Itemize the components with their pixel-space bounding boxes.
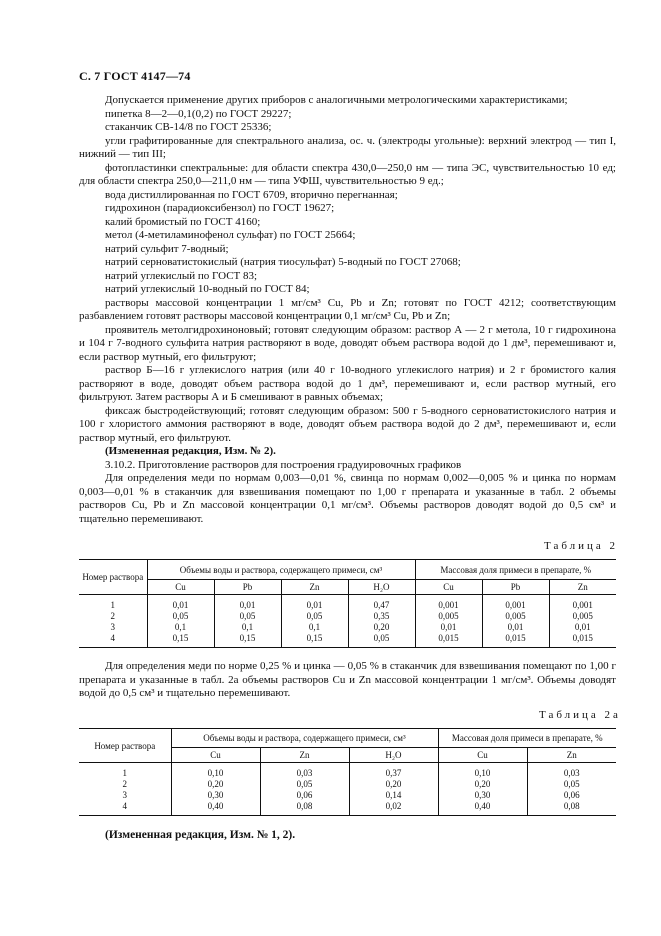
paragraph: натрий углекислый 10-водный по ГОСТ 84; bbox=[105, 283, 310, 295]
table-cell: 3 bbox=[122, 790, 127, 800]
table-cell: 0,30 bbox=[171, 790, 260, 801]
paragraph: проявитель метолгидрохиноновый; готовят следующим образом: раствор А — 2 г метола, 10 г гидрохинона и 104 г 7-водного сульфита натрия растворяют в воде, доводят объем раствора водой до 1 дм³, перемешивают и, если раствор мутный, его фильтруют; bbox=[79, 323, 616, 363]
col-group-mass-fraction: Массовая доля примеси в препарате, % bbox=[438, 729, 616, 748]
paragraph: пипетка 8—2—0,1(0,2) по ГОСТ 29227; bbox=[105, 107, 292, 120]
table-row bbox=[79, 763, 616, 780]
table-cell: 4 bbox=[79, 801, 171, 816]
paragraph: вода дистиллированная по ГОСТ 6709, вторично перегнанная; bbox=[105, 188, 398, 201]
col-header: Zn bbox=[527, 748, 616, 763]
table-cell: 0,005 bbox=[482, 611, 549, 622]
table-cell: 0,1 bbox=[281, 622, 348, 633]
table-cell: 0,001 bbox=[415, 595, 482, 612]
table-cell: 1 bbox=[110, 600, 115, 610]
col-header-number: Номер раствора bbox=[79, 560, 147, 595]
table-row bbox=[79, 801, 616, 816]
table-cell: 0,1 bbox=[214, 622, 281, 633]
table-cell: 2 bbox=[110, 611, 115, 621]
col-header: Zn bbox=[260, 748, 349, 763]
paragraph: Для определения меди по норме 0,25 % и цинка — 0,05 % в стаканчик для взвешивания помещают по 1,00 г препарата и указанные в табл. 2а объемы растворов Cu и Zn массовой концентрации 1 мг/см³. Объемы доводят водой до 0,5 см³ и тщательно перемешивают. bbox=[79, 660, 616, 699]
table-row bbox=[79, 611, 616, 622]
table-cell: 0,40 bbox=[171, 801, 260, 816]
table-row bbox=[79, 622, 616, 633]
table-cell: 0,02 bbox=[349, 801, 438, 816]
table-cell: 0,20 bbox=[171, 779, 260, 790]
table-cell: 0,08 bbox=[260, 801, 349, 816]
table-cell: 0,37 bbox=[349, 763, 438, 780]
table-cell: 0,05 bbox=[147, 611, 214, 622]
table-cell: 0,06 bbox=[527, 790, 616, 801]
section-heading: 3.10.2. Приготовление растворов для построения градуировочных графиков bbox=[105, 458, 462, 471]
table-caption: Таблица 2а bbox=[539, 709, 621, 721]
table-cell: 0,15 bbox=[147, 633, 214, 648]
table-row bbox=[79, 790, 616, 801]
table-cell: 0,06 bbox=[260, 790, 349, 801]
table-cell: 0,08 bbox=[527, 801, 616, 816]
table-cell: 0,015 bbox=[549, 633, 616, 648]
table-cell: 0,05 bbox=[214, 611, 281, 622]
paragraph: калий бромистый по ГОСТ 4160; bbox=[105, 215, 261, 228]
amendment-note: (Измененная редакция, Изм. № 2). bbox=[105, 445, 276, 457]
col-header: H₂O bbox=[348, 580, 415, 595]
table-cell: 0,15 bbox=[281, 633, 348, 648]
table-2 bbox=[79, 559, 616, 648]
paragraph: гидрохинон (парадиоксибензол) по ГОСТ 19627; bbox=[105, 202, 335, 214]
table-cell: 0,20 bbox=[348, 622, 415, 633]
table-cell: 0,35 bbox=[348, 611, 415, 622]
col-group-volumes: Объемы воды и раствора, содержащего примеси, см³ bbox=[147, 560, 415, 580]
table-cell: 0,05 bbox=[260, 779, 349, 790]
col-group-mass-fraction: Массовая доля примеси в препарате, % bbox=[415, 560, 616, 580]
table-cell: 0,015 bbox=[415, 633, 482, 648]
table-cell: 0,005 bbox=[549, 611, 616, 622]
col-header: Cu bbox=[438, 748, 527, 763]
paragraph: фотопластинки спектральные: для области спектра 430,0—250,0 нм — типа ЭС, чувствительностью 10 ед; для области спектра 250,0—211,0 нм — типа УФШ, чувствительностью 9 ед.; bbox=[79, 161, 616, 187]
col-header: Cu bbox=[415, 580, 482, 595]
table-cell: 0,40 bbox=[438, 801, 527, 816]
table-cell: 0,01 bbox=[281, 595, 348, 612]
table-2a bbox=[79, 728, 616, 816]
paragraph: метол (4-метиламинофенол сульфат) по ГОСТ 25664; bbox=[105, 229, 356, 241]
table-cell: 0,14 bbox=[349, 790, 438, 801]
table-cell: 3 bbox=[110, 622, 115, 632]
paragraph: стаканчик СВ-14/8 по ГОСТ 25336; bbox=[105, 121, 272, 133]
amendment-note: (Измененная редакция, Изм. № 1, 2). bbox=[105, 829, 296, 841]
table-row bbox=[79, 595, 616, 612]
paragraph: натрий углекислый по ГОСТ 83; bbox=[105, 269, 258, 282]
table-cell: 0,01 bbox=[549, 622, 616, 633]
table-cell: 0,001 bbox=[549, 595, 616, 612]
col-header: Pb bbox=[214, 580, 281, 595]
table-cell: 0,30 bbox=[438, 790, 527, 801]
table-cell: 0,10 bbox=[438, 763, 527, 780]
table-cell: 0,20 bbox=[438, 779, 527, 790]
paragraph: раствор Б—16 г углекислого натрия (или 40 г 10-водного углекислого натрия) и 2 г бромистого калия растворяют в воде, доводят объем раствора водой до 1 дм³, перемешивают и, если раствор мутный, его фильтруют. Затем растворы А и Б смешивают в равных объемах; bbox=[79, 364, 616, 403]
table-cell: 0,15 bbox=[214, 633, 281, 648]
table-cell: 0,10 bbox=[171, 763, 260, 780]
table-cell: 0,47 bbox=[348, 595, 415, 612]
table-cell: 0,05 bbox=[348, 633, 415, 648]
table-cell: 0,015 bbox=[482, 633, 549, 648]
col-header-number: Номер раствора bbox=[79, 729, 171, 763]
paragraph: натрий сульфит 7-водный; bbox=[105, 242, 229, 255]
col-header: Zn bbox=[281, 580, 348, 595]
table-cell: 2 bbox=[122, 779, 127, 789]
table-cell: 0,005 bbox=[415, 611, 482, 622]
table-cell: 0,01 bbox=[147, 595, 214, 612]
table-row bbox=[79, 779, 616, 790]
col-header: Cu bbox=[147, 580, 214, 595]
col-header: H₂O bbox=[349, 748, 438, 763]
table-cell: 4 bbox=[79, 633, 147, 648]
col-group-volumes: Объемы воды и раствора, содержащего примеси, см³ bbox=[171, 729, 438, 748]
table-cell: 0,001 bbox=[482, 595, 549, 612]
table-cell: 0,1 bbox=[147, 622, 214, 633]
table-cell: 0,03 bbox=[527, 763, 616, 780]
paragraph: растворы массовой концентрации 1 мг/см³ Cu, Pb и Zn; готовят по ГОСТ 4212; соответствующим разбавлением готовят растворы массовой концентрации 0,1 мг/см³ Cu, Pb и Zn; bbox=[79, 296, 616, 322]
paragraph: угли графитированные для спектрального анализа, ос. ч. (электроды угольные): верхний электрод — тип I, нижний — тип III; bbox=[79, 134, 616, 160]
paragraph: фиксаж быстродействующий; готовят следующим образом: 500 г 5-водного серноватистокислого натрия и 100 г хлористого аммония растворяют в воде, доводят объем раствора водой до 2 дм³, перемешивают и, если раствор мутный, его фильтруют. bbox=[79, 404, 616, 444]
table-cell: 0,03 bbox=[260, 763, 349, 780]
paragraph: натрий серноватистокислый (натрия тиосульфат) 5-водный по ГОСТ 27068; bbox=[105, 256, 461, 268]
table-cell: 0,01 bbox=[214, 595, 281, 612]
table-cell: 0,05 bbox=[281, 611, 348, 622]
table-row bbox=[79, 633, 616, 648]
table-cell: 0,01 bbox=[482, 622, 549, 633]
paragraph: Допускается применение других приборов с аналогичными метрологическими характеристиками; bbox=[105, 94, 568, 106]
col-header: Cu bbox=[171, 748, 260, 763]
table-caption: Таблица 2 bbox=[544, 540, 619, 552]
table-cell: 1 bbox=[122, 768, 127, 778]
paragraph: Для определения меди по нормам 0,003—0,01 %, свинца по нормам 0,002—0,005 % и цинка по нормам 0,003—0,01 % в стаканчик для взвешивания помещают по 1,00 г препарата и указанные в табл. 2 объемы растворов Cu, Pb и Zn массовой концентрации 0,1 мг/см³. Объемы растворов доводят водой до 0,5 см³ и тщательно перемешивают. bbox=[79, 472, 616, 525]
col-header: Zn bbox=[549, 580, 616, 595]
body-text bbox=[79, 94, 616, 526]
page-header: С. 7 ГОСТ 4147—74 bbox=[79, 69, 191, 83]
table-cell: 0,05 bbox=[527, 779, 616, 790]
col-header: Pb bbox=[482, 580, 549, 595]
table-cell: 0,01 bbox=[415, 622, 482, 633]
table-cell: 0,20 bbox=[349, 779, 438, 790]
paragraph-block bbox=[79, 660, 616, 701]
